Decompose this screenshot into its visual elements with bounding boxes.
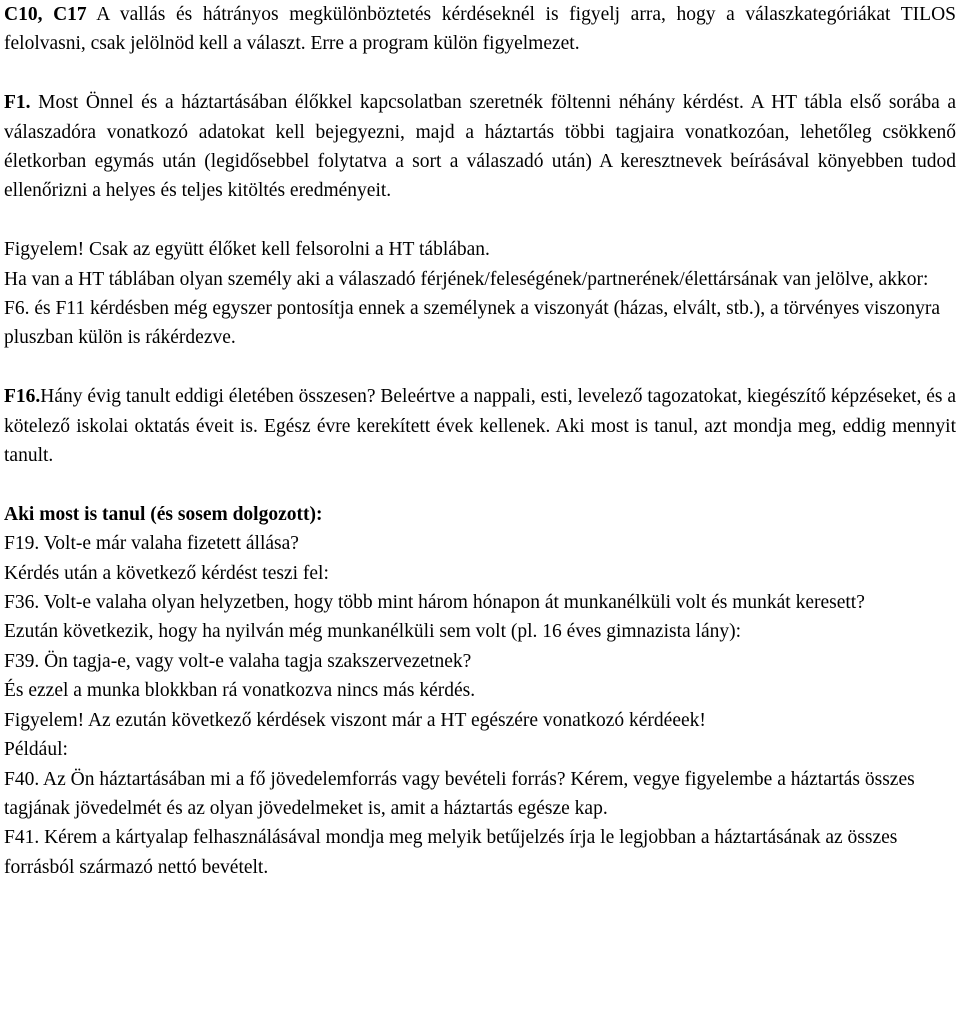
- spacer: [4, 470, 956, 499]
- question-line: F36. Volt-e valaha olyan helyzetben, hogy több mint három hónapon át munkanélküli volt és munkát keresett?: [4, 592, 865, 614]
- question-line: F40. Az Ön háztartásában mi a fő jövedelemforrás vagy bevételi forrás? Kérem, vegye figyelembe a háztartás összes tagjának jövedelmét és az olyan jövedelmeket is, amit a háztartás egésze kap.: [4, 768, 915, 819]
- paragraph-c10-c17: [4, 0, 956, 59]
- warning-line: Figyelem! Csak az együtt élőket kell felsorolni a HT táblában.: [4, 239, 490, 261]
- instruction-line: F6. és F11 kérdésben még egyszer pontosítja ennek a személynek a viszonyát (házas, elvált, stb.), a törvényes viszonyra pluszban külön is rákérdezve.: [4, 298, 941, 349]
- instruction-line: Ezután következik, hogy ha nyilván még munkanélküli sem volt (pl. 16 éves gimnazista lány):: [4, 621, 742, 643]
- question-label-f16: F16.: [4, 386, 41, 408]
- spacer: [4, 59, 956, 88]
- spacer: [4, 353, 956, 382]
- question-label-c10-c17: C10, C17: [4, 4, 87, 25]
- document-page: [4, 0, 956, 882]
- instruction-text: A vallás és hátrányos megkülönböztetés kérdéseknél is figyelj arra, hogy a válaszkategóriákat TILOS felolvasni, csak jelölnöd kell a választ. Erre a program külön figyelmezet.: [4, 4, 956, 55]
- instruction-line: Kérdés után a következő kérdést teszi fel:: [4, 562, 329, 584]
- paragraph-f16: [4, 382, 956, 470]
- paragraph-f1: [4, 88, 956, 206]
- question-text: Hány évig tanult eddigi életében összesen?: [40, 386, 376, 408]
- spacer: [4, 206, 956, 235]
- instruction-line: És ezzel a munka blokkban rá vonatkozva nincs más kérdés.: [4, 680, 476, 702]
- instruction-text: Most Önnel és a háztartásában élőkkel kapcsolatban szeretnék föltenni néhány kérdést. A HT tábla első sorába a válaszadóra vonatkozó adatokat kell bejegyezni, majd a háztartás többi tagjaira vonatkozóan, lehetőleg csökkenő életkorban egymás után (legidősebbel folytatva a sort a válaszadó után) A keresztnevek beírásával könyebben tudod ellenőrizni a helyes és teljes kitöltés eredményeit.: [4, 92, 956, 202]
- question-label-f1: F1.: [4, 92, 31, 114]
- question-line: F39. Ön tagja-e, vagy volt-e valaha tagja szakszervezetnek?: [4, 650, 472, 672]
- example-label: Például:: [4, 739, 68, 761]
- question-line: F19. Volt-e már valaha fizetett állása?: [4, 533, 299, 555]
- instruction-line: Ha van a HT táblában olyan személy aki a válaszadó férjének/feleségének/partnerének/élettársának van jelölve, akkor:: [4, 268, 929, 290]
- instruction-text: Beleértve a nappali, esti, levelező tagozatokat, kiegészítő képzéseket, és a kötelező iskolai oktatás éveit is. Egész évre kerekített évek kellenek. Aki most is tanul, azt mondja meg, eddig mennyit tanult.: [4, 386, 956, 467]
- warning-line: Figyelem! Az ezután következő kérdések viszont már a HT egészére vonatkozó kérdéeek!: [4, 709, 706, 731]
- question-line: F41. Kérem a kártyalap felhasználásával mondja meg melyik betűjelzés írja le legjobban a háztartásának az összes forrásból származó nettó bevételt.: [4, 827, 898, 878]
- section-heading: Aki most is tanul (és sosem dolgozott):: [4, 503, 323, 525]
